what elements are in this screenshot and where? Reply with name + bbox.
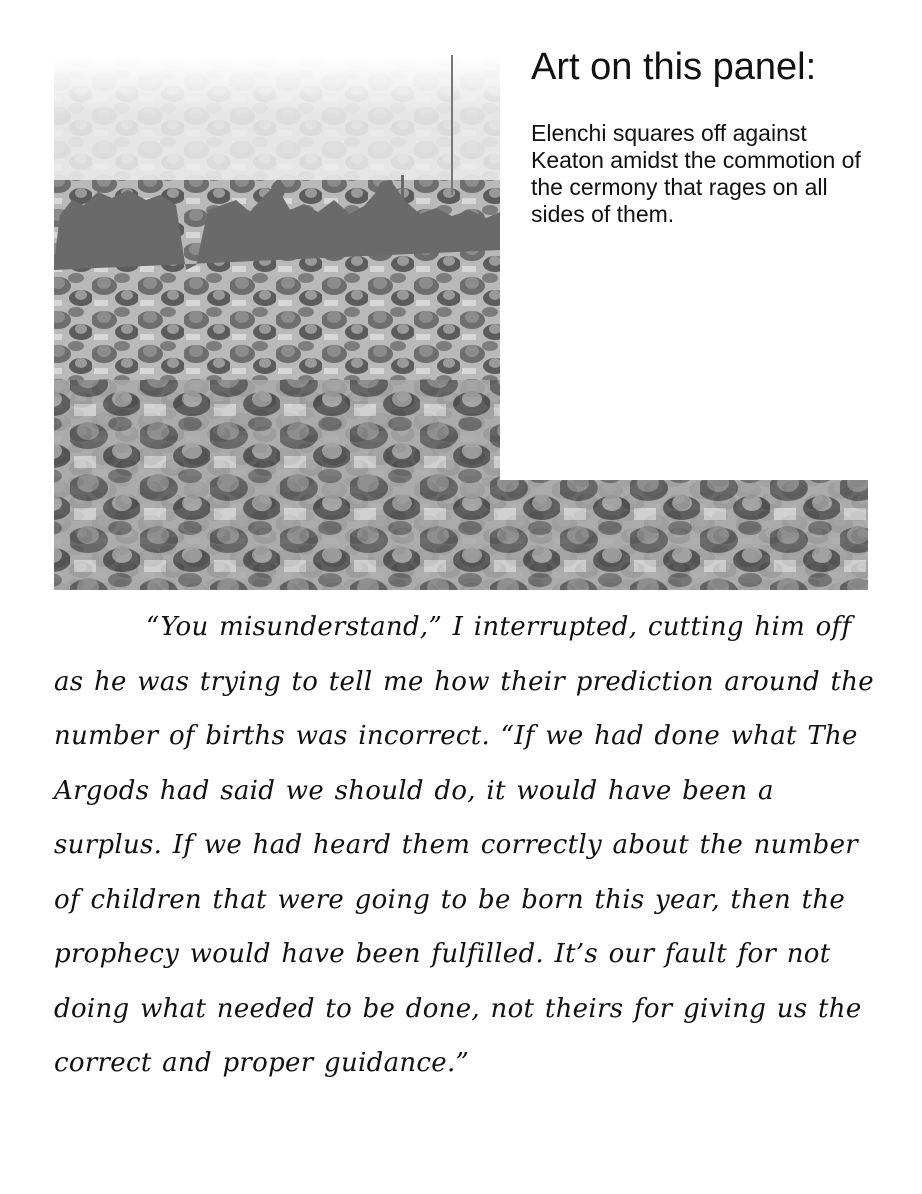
- faded-background-crowd: [54, 55, 500, 185]
- panel-heading: Art on this panel:: [531, 46, 817, 88]
- story-paragraph: “You misunderstand,” I interrupted, cutting him off as he was trying to tell me how their prediction around the number of births was incorrect. “If we had done what The Argods had said we should do, it would have been a surplus. If we had heard them correctly about the number of children that were going to be born this year, then the prophecy would have been fulfilled. It’s our fault for not doing what needed to be done, not theirs for giving us the correct and proper guidance.”: [54, 612, 874, 1078]
- panel-description: Elenchi squares off against Keaton amidst the commotion of the cermony that rages on all sides of them.: [531, 120, 861, 227]
